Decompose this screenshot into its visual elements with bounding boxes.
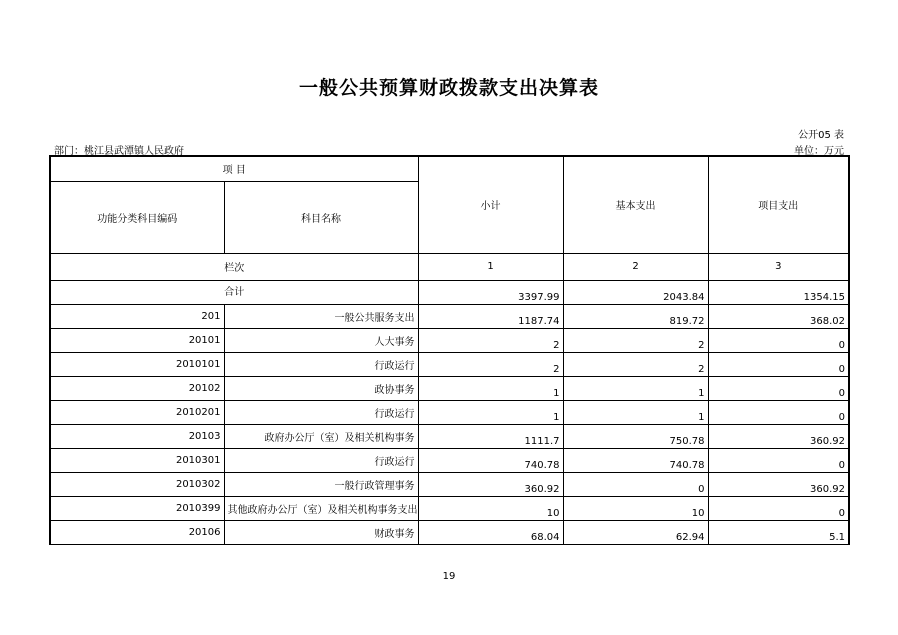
row-code: 20102 [50,376,224,400]
table-row [50,448,849,472]
row-basic: 819.72 [563,304,708,328]
row-project: 0 [708,448,849,472]
row-name: 行政运行 [224,448,418,472]
row-code: 2010101 [50,352,224,376]
table-row [50,424,849,448]
header-item: 项 目 [50,156,418,181]
row-project: 0 [708,328,849,352]
row-name: 行政运行 [224,352,418,376]
table-row [50,472,849,496]
row-basic: 0 [563,472,708,496]
table-row [50,352,849,376]
row-code: 20101 [50,328,224,352]
row-subtotal: 1 [418,400,563,424]
row-subtotal: 68.04 [418,520,563,544]
total-project: 1354.15 [708,280,849,304]
row-project: 0 [708,352,849,376]
row-subtotal: 1111.7 [418,424,563,448]
page-title: 一般公共预算财政拨款支出决算表 [298,77,599,99]
row-name: 一般行政管理事务 [224,472,418,496]
header-lanci: 栏次 [50,253,418,280]
total-subtotal: 3397.99 [418,280,563,304]
table-row [50,520,849,544]
row-project: 0 [708,400,849,424]
row-code: 20106 [50,520,224,544]
header-subtotal: 小计 [418,156,563,253]
row-subtotal: 10 [418,496,563,520]
row-code: 2010399 [50,496,224,520]
row-name: 政协事务 [224,376,418,400]
row-project: 5.1 [708,520,849,544]
table-row-total [50,280,849,304]
row-code: 2010302 [50,472,224,496]
header-basic: 基本支出 [563,156,708,253]
row-subtotal: 360.92 [418,472,563,496]
header-name: 科目名称 [224,181,418,253]
row-name: 其他政府办公厅（室）及相关机构事务支出 [224,496,418,520]
header-project: 项目支出 [708,156,849,253]
row-subtotal: 740.78 [418,448,563,472]
unit-label: 单位：万元 [794,146,844,157]
row-basic: 2 [563,328,708,352]
row-basic: 750.78 [563,424,708,448]
row-project: 0 [708,496,849,520]
header-code: 功能分类科目编码 [50,181,224,253]
table-row [50,400,849,424]
row-subtotal: 2 [418,328,563,352]
total-basic: 2043.84 [563,280,708,304]
row-project: 0 [708,376,849,400]
row-code: 20103 [50,424,224,448]
row-project: 360.92 [708,424,849,448]
form-number: 公开05 表 [798,130,844,141]
row-basic: 1 [563,400,708,424]
expenditure-table [49,155,850,545]
header-col1: 1 [418,253,563,280]
total-label: 合计 [50,280,418,304]
row-basic: 740.78 [563,448,708,472]
row-code: 201 [50,304,224,328]
row-name: 行政运行 [224,400,418,424]
row-basic: 2 [563,352,708,376]
row-subtotal: 1 [418,376,563,400]
row-name: 人大事务 [224,328,418,352]
table-row [50,376,849,400]
header-col3: 3 [708,253,849,280]
row-name: 一般公共服务支出 [224,304,418,328]
row-name: 政府办公厅（室）及相关机构事务 [224,424,418,448]
row-project: 360.92 [708,472,849,496]
row-project: 368.02 [708,304,849,328]
table-row [50,496,849,520]
table-row [50,328,849,352]
table-row [50,304,849,328]
row-basic: 10 [563,496,708,520]
row-basic: 62.94 [563,520,708,544]
header-col2: 2 [563,253,708,280]
department-label: 部门：桃江县武潭镇人民政府 [54,146,184,157]
row-subtotal: 1187.74 [418,304,563,328]
row-basic: 1 [563,376,708,400]
page-number: 19 [442,571,456,582]
row-code: 2010201 [50,400,224,424]
row-code: 2010301 [50,448,224,472]
row-subtotal: 2 [418,352,563,376]
row-name: 财政事务 [224,520,418,544]
